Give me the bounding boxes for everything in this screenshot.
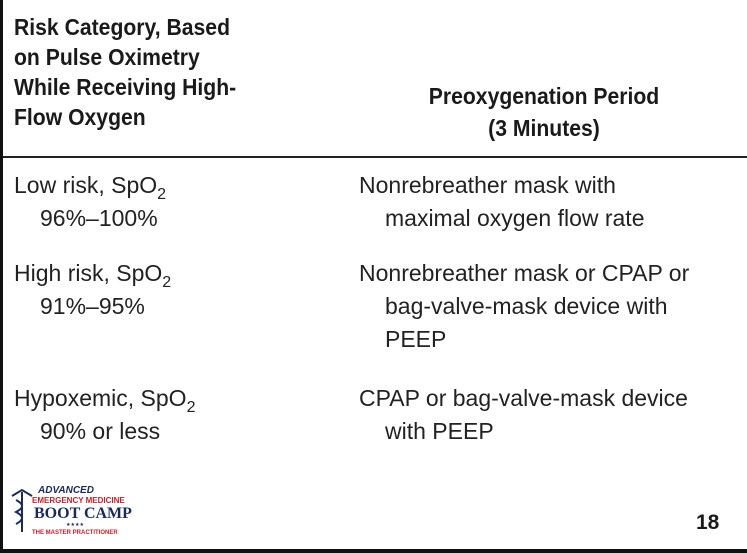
row-hypoxemic-category: [14, 382, 195, 448]
period-line: Nonrebreather mask with: [359, 172, 616, 198]
risk-subscript: 2: [157, 186, 167, 203]
header-preoxygenation-line2: (3 Minutes): [488, 115, 600, 141]
period-line: Nonrebreather mask or CPAP or: [359, 260, 690, 286]
risk-label: Low risk, SpO: [14, 172, 158, 198]
row-high-risk-category: [14, 257, 171, 323]
boot-camp-logo: [8, 482, 148, 537]
logo-line4: THE MASTER PRACTITIONER: [32, 530, 118, 536]
period-line: bag-valve-mask device with: [385, 293, 668, 319]
risk-label: Hypoxemic, SpO: [14, 385, 187, 411]
slide-bottom-border: [0, 549, 747, 553]
logo-line3: BOOT CAMP: [34, 505, 132, 522]
risk-range: 91%–95%: [40, 293, 145, 319]
row-low-risk-period: [359, 169, 645, 235]
risk-subscript: 2: [162, 274, 172, 291]
risk-subscript: 2: [186, 399, 196, 416]
logo-stars: ★★★★: [66, 522, 84, 528]
row-low-risk-category: [14, 169, 166, 235]
caduceus-icon: [12, 490, 32, 532]
header-divider: [3, 156, 747, 158]
period-line: with PEEP: [385, 418, 494, 444]
risk-label: High risk, SpO: [14, 260, 163, 286]
logo-line2: EMERGENCY MEDICINE: [32, 496, 125, 505]
row-high-risk-period: [359, 257, 689, 356]
risk-range: 96%–100%: [40, 205, 158, 231]
header-preoxygenation-line1: Preoxygenation Period: [428, 83, 660, 109]
header-preoxygenation-period: [386, 80, 702, 144]
risk-range: 90% or less: [40, 418, 161, 444]
period-line: CPAP or bag-valve-mask device: [359, 385, 688, 411]
period-line: maximal oxygen flow rate: [385, 205, 645, 231]
page-number: 18: [696, 511, 720, 534]
slide-left-border: [0, 0, 3, 553]
period-line: PEEP: [385, 326, 447, 352]
row-hypoxemic-period: [359, 382, 688, 448]
logo-line1: ADVANCED: [38, 485, 94, 496]
header-risk-category: Risk Category, Based on Pulse Oximetry While Receiving High- Flow Oxygen: [14, 14, 237, 130]
